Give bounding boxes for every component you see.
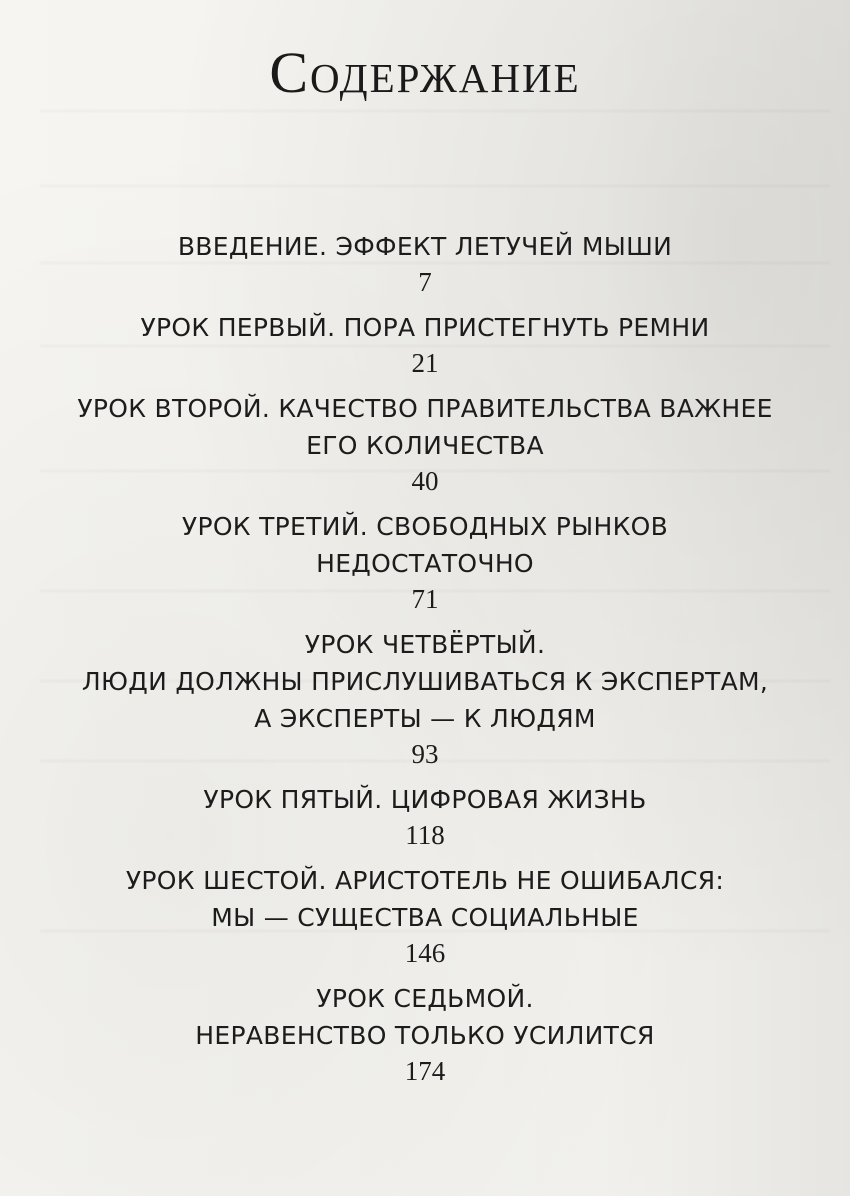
page-title: Содержание xyxy=(269,40,581,105)
bleed-through-texture xyxy=(40,110,830,112)
toc-entry[interactable] xyxy=(0,390,850,498)
bleed-through-texture xyxy=(40,185,830,187)
toc-entry-page-number: 146 xyxy=(404,938,446,968)
toc-entry-page-number: 93 xyxy=(411,739,439,769)
toc-entry-title: УРОК ЧЕТВЁРТЫЙ. ЛЮДИ ДОЛЖНЫ ПРИСЛУШИВАТЬСЯ К ЭКСПЕРТАМ, А ЭКСПЕРТЫ — К ЛЮДЯМ xyxy=(81,630,769,733)
toc-entry-title: УРОК ТРЕТИЙ. СВОБОДНЫХ РЫНКОВ НЕДОСТАТОЧНО xyxy=(181,512,669,578)
toc-entry-title: УРОК ВТОРОЙ. КАЧЕСТВО ПРАВИТЕЛЬСТВА ВАЖНЕЕ ЕГО КОЛИЧЕСТВА xyxy=(77,394,773,460)
table-of-contents xyxy=(0,228,850,1098)
toc-entry-page-number: 21 xyxy=(411,348,439,378)
toc-entry-page-number: 118 xyxy=(405,820,445,850)
toc-entry-page-number: 71 xyxy=(411,584,439,614)
toc-entry-page-number: 174 xyxy=(404,1056,446,1086)
toc-entry[interactable] xyxy=(0,228,850,299)
toc-entry[interactable] xyxy=(0,980,850,1088)
toc-entry[interactable] xyxy=(0,626,850,771)
toc-entry[interactable] xyxy=(0,309,850,380)
toc-entry-page-number: 7 xyxy=(418,267,432,297)
toc-entry-title: УРОК СЕДЬМОЙ. НЕРАВЕНСТВО ТОЛЬКО УСИЛИТСЯ xyxy=(195,984,655,1050)
toc-entry-title: ВВЕДЕНИЕ. ЭФФЕКТ ЛЕТУЧЕЙ МЫШИ xyxy=(177,232,673,261)
toc-entry[interactable] xyxy=(0,781,850,852)
toc-entry-page-number: 40 xyxy=(411,466,439,496)
toc-entry[interactable] xyxy=(0,862,850,970)
toc-entry[interactable] xyxy=(0,508,850,616)
toc-entry-title: УРОК ПЯТЫЙ. ЦИФРОВАЯ ЖИЗНЬ xyxy=(203,785,647,814)
toc-entry-title: УРОК ШЕСТОЙ. АРИСТОТЕЛЬ НЕ ОШИБАЛСЯ: МЫ — СУЩЕСТВА СОЦИАЛЬНЫЕ xyxy=(125,866,725,932)
toc-entry-title: УРОК ПЕРВЫЙ. ПОРА ПРИСТЕГНУТЬ РЕМНИ xyxy=(140,313,710,342)
